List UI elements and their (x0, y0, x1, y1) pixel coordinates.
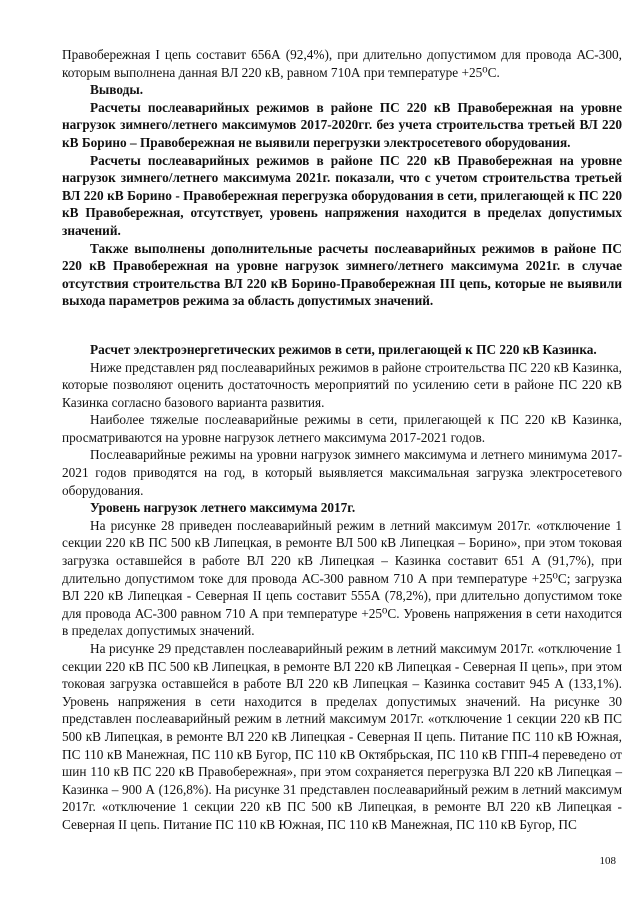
heading-conclusions: Выводы. (90, 82, 144, 98)
body-paragraph: На рисунке 29 представлен послеаварийный режим в летний максимум 2017г. «отключение 1 секции 220 кВ ПС 500 кВ Липецкая, в ремонте ВЛ 220 кВ Липецкая - Северная II цепь», при этом токовая загрузка оставшейся в работе ВЛ 220 кВ Липецкая – Казинка составит 945 А (133,1%). Уровень напряжения в сети находится в пределах допустимых значений. На рисунке 30 представлен послеаварийный режим в летний максимум 2017г. «отключение 1 секции 220 кВ ПС 500 кВ Липецкая, в ремонте ВЛ 220 кВ Липецкая - Северная II цепь. Питание ПС 110 кВ Южная, ПС 110 кВ Манежная, ПС 110 кВ Бугор, ПС 110 кВ Октябрьская, ПС 110 кВ ГПП-4 переведено от шин 110 кВ ПС 220 кВ Правобережная», при этом сохраняется перегрузка ВЛ 220 кВ Липецкая – Казинка – 900 А (126,8%). На рисунке 31 представлен послеаварийный режим в летний максимум 2017г. «отключение 1 секции 220 кВ ПС 500 кВ Липецкая, в ремонте ВЛ 220 кВ Липецкая - Северная II цепь. Питание ПС 110 кВ Южная, ПС 110 кВ Манежная, ПС 110 кВ Бугор, ПС (62, 641, 622, 832)
body-paragraph: Наиболее тяжелые послеаварийные режимы в сети, прилегающей к ПС 220 кВ Казинка, просматриваются на уровне нагрузок летнего максимума 2017-2021 годов. (62, 412, 622, 445)
conclusion-paragraph: Также выполнены дополнительные расчеты послеаварийных режимов в районе ПС 220 кВ Правобережная на уровне нагрузок зимнего/летнего максимума 2021г. в случае отсутствия строительства ВЛ 220 кВ Борино-Правобережная III цепь, которые не выявили выхода параметров режима за область допустимых значений. (62, 240, 622, 309)
page-number: 108 (599, 855, 616, 867)
page-text (62, 46, 622, 834)
conclusion-paragraph: Расчеты послеаварийных режимов в районе ПС 220 кВ Правобережная на уровне нагрузок зимнего/летнего максимумов 2017-2020гг. без учета строительства третьей ВЛ 220 кВ Борино – Правобережная не выявили перегрузки электросетевого оборудования. (62, 99, 622, 150)
body-paragraph: Послеаварийные режимы на уровни нагрузок зимнего максимума и летнего минимума 2017-2021 годов приводятся на год, в который выявляется максимальная загрузка электросетевого оборудования. (62, 447, 622, 498)
section-gap (62, 310, 622, 341)
conclusion-paragraph: Расчеты послеаварийных режимов в районе ПС 220 кВ Правобережная на уровне нагрузок зимнего/летнего максимума 2021г. показали, что с учетом строительства третьей ВЛ 220 кВ Борино - Правобережная перегрузка оборудования в сети, прилегающей к ПС 220 кВ Правобережная, отсутствует, уровень напряжения находится в пределах допустимых значений. (62, 152, 622, 238)
subsection-heading: Уровень нагрузок летнего максимума 2017г. (90, 500, 356, 516)
body-paragraph: На рисунке 28 приведен послеаварийный режим в летний максимум 2017г. «отключение 1 секции 220 кВ ПС 500 кВ Липецкая, в ремонте ВЛ 500 кВ Липецкая – Борино», при этом токовая загрузка оставшейся в работе ВЛ 220 кВ Липецкая – Казинка составит 651 А (91,7%), при длительно допустимом токе для провода АС-300 равном 710 А при температуре +25⁰С; загрузка ВЛ 220 кВ Липецкая - Северная II цепь составит 555А (78,2%), при длительно допустимом токе для провода АС-300 равном 710 А при температуре +25⁰С. Уровень напряжения в сети находится в пределах допустимых значений. (62, 517, 622, 639)
body-paragraph: Ниже представлен ряд послеаварийных режимов в районе строительства ПС 220 кВ Казинка, которые позволяют оценить достаточность мероприятий по усилению сети в районе ПС 220 кВ Казинка согласно базового варианта развития. (62, 359, 622, 410)
section-heading: Расчет электроэнергетических режимов в сети, прилегающей к ПС 220 кВ Казинка. (90, 341, 597, 357)
paragraph-continuation: Правобережная I цепь составит 656А (92,4%), при длительно допустимом для провода АС-300, которым выполнена данная ВЛ 220 кВ, равном 710А при температуре +25⁰С. (62, 47, 622, 80)
